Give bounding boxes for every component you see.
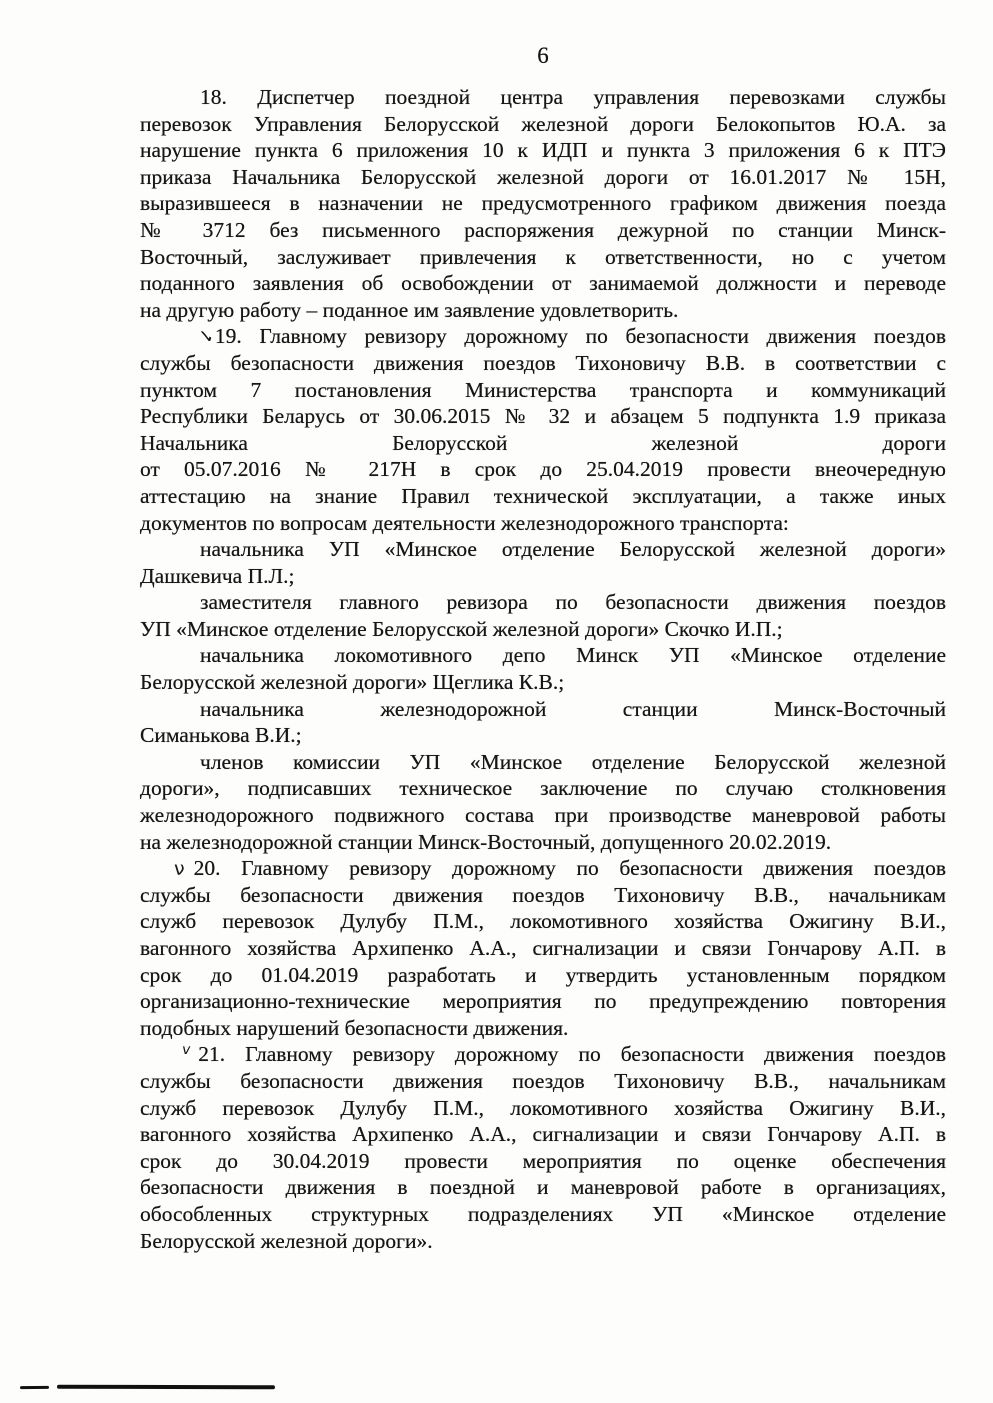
text-line: от 05.07.2016 № 217Н в срок до 25.04.2019 провести внеочередную: [140, 457, 946, 482]
text-line: выразившееся в назначении не предусмотренного графиком движения поезда: [140, 191, 946, 216]
text-line-content: 21. Главному ревизору дорожному по безопасности движения поездов: [198, 1042, 946, 1067]
text-line: перевозок Управления Белорусской железной дороги Белокопытов Ю.А. за: [140, 111, 946, 136]
text-line: на другую работу – поданное им заявление удовлетворить.: [140, 297, 679, 322]
text-line: срок до 30.04.2019 провести мероприятия по оценке обеспечения: [140, 1148, 946, 1173]
text-line: нарушение пункта 6 приложения 10 к ИДП и пункта 3 приложения 6 к ПТЭ: [140, 138, 946, 163]
text-line: подобных нарушений безопасности движения.: [140, 1015, 569, 1040]
text-line: УП «Минское отделение Белорусской железной дороги» Скочко И.П.;: [140, 616, 783, 641]
footnote-rule-segment: [57, 1385, 275, 1389]
text-line: пунктом 7 постановления Министерства транспорта и коммуникаций: [140, 377, 946, 402]
text-line: Дашкевича П.Л.;: [140, 563, 295, 588]
text-line: служб перевозок Дулубу П.М., локомотивного хозяйства Ожигину В.И.,: [140, 1095, 946, 1120]
text-line-content: 20. Главному ревизору дорожному по безопасности движения поездов: [193, 856, 946, 881]
text-line: безопасности движения в поездной и маневровой работе в организациях,: [140, 1175, 946, 1200]
text-line: начальника УП «Минское отделение Белорусской железной дороги»: [200, 537, 946, 562]
text-line: Республики Беларусь от 30.06.2015 № 32 и абзацем 5 подпункта 1.9 приказа: [140, 404, 946, 429]
text-line: заместителя главного ревизора по безопасности движения поездов: [200, 590, 946, 615]
text-line: начальника железнодорожной станции Минск-Восточный: [200, 696, 946, 721]
text-line: вагонного хозяйства Архипенко А.А., сигнализации и связи Гончарову А.П. в: [140, 1122, 946, 1147]
text-line: приказа Начальника Белорусской железной дороги от 16.01.2017 № 15Н,: [140, 164, 946, 189]
text-line: службы безопасности движения поездов Тихоновичу В.В. в соответствии с: [140, 350, 946, 375]
text-line: дороги», подписавших техническое заключение по случаю столкновения: [140, 776, 946, 801]
text-line: аттестацию на знание Правил технической эксплуатации, а также иных: [140, 483, 946, 508]
text-line: вагонного хозяйства Архипенко А.А., сигнализации и связи Гончарову А.П. в: [140, 936, 946, 960]
footnote-rule-segment: [20, 1386, 49, 1389]
text-line: Симанькова В.И.;: [140, 723, 302, 748]
text-line: обособленных структурных подразделениях УП «Минское отделение: [140, 1201, 946, 1226]
text-line: службы безопасности движения поездов Тихоновичу В.В., начальникам: [140, 1068, 946, 1093]
text-line: [140, 855, 946, 882]
text-line: срок до 01.04.2019 разработать и утвердить установленным порядком: [140, 962, 946, 987]
text-line: Восточный, заслуживает привлечения к ответственности, но с учетом: [140, 244, 946, 269]
handwritten-tick-mark: ✓: [197, 325, 215, 349]
text-line-content: 19. Главному ревизору дорожному по безопасности движения поездов: [214, 324, 946, 349]
text-line: Начальника Белорусской железной дороги: [140, 430, 946, 455]
text-line: поданного заявления об освобождении от занимаемой должности и переводе: [140, 271, 946, 296]
handwritten-tick-mark: ν: [174, 858, 185, 881]
footnote-rule: [0, 1385, 400, 1390]
text-line: служб перевозок Дулубу П.М., локомотивного хозяйства Ожигину В.И.,: [140, 909, 946, 934]
text-line: 18. Диспетчер поездной центра управления перевозками службы: [200, 85, 946, 109]
text-line: [140, 323, 946, 350]
text-line: № 3712 без письменного распоряжения дежурной по станции Минск-: [140, 217, 946, 242]
page-number: 6: [537, 43, 549, 68]
handwritten-tick-mark: v: [180, 1042, 192, 1059]
text-line: [140, 1041, 946, 1068]
text-line: службы безопасности движения поездов Тихоновичу В.В., начальникам: [140, 882, 946, 907]
text-line: на железнодорожной станции Минск-Восточный, допущенного 20.02.2019.: [140, 829, 832, 854]
text-line: членов комиссии УП «Минское отделение Белорусской железной: [200, 749, 946, 774]
text-line: организационно-технические мероприятия по предупреждению повторения: [140, 989, 946, 1014]
text-line: железнодорожного подвижного состава при производстве маневровой работы: [140, 803, 946, 828]
text-line: документов по вопросам деятельности железнодорожного транспорта:: [140, 510, 789, 535]
document-body: [140, 84, 946, 1254]
text-line: Белорусской железной дороги» Щеглика К.В.;: [140, 670, 565, 695]
text-line: начальника локомотивного депо Минск УП «Минское отделение: [200, 643, 946, 668]
text-line: Белорусской железной дороги».: [140, 1228, 433, 1253]
